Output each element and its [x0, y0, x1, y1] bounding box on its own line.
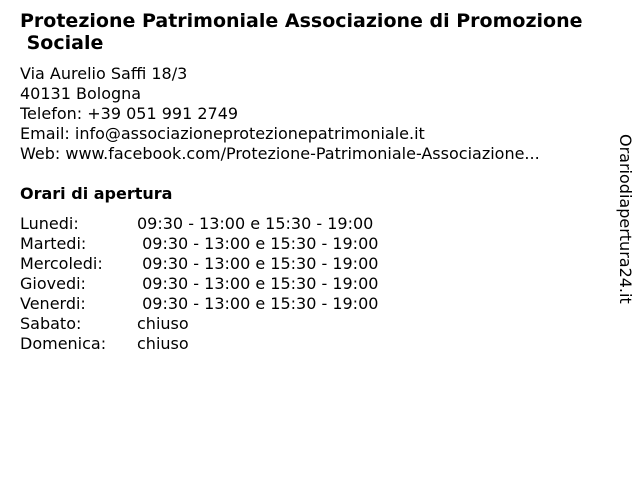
- phone-line: Telefon: +39 051 991 2749: [20, 104, 239, 123]
- opening-hours-table: [20, 214, 378, 354]
- day-label: Sabato:: [20, 314, 82, 333]
- address-city: 40131 Bologna: [20, 84, 142, 103]
- hours-row-monday: [20, 214, 378, 234]
- email-line: Email: info@associazioneprotezionepatrimoniale.it: [20, 124, 425, 143]
- time-value: 09:30 - 13:00 e 15:30 - 19:00: [137, 234, 379, 253]
- time-value: chiuso: [137, 314, 189, 333]
- time-value: 09:30 - 13:00 e 15:30 - 19:00: [137, 274, 379, 293]
- day-label: Lunedi:: [20, 214, 79, 233]
- web-line: Web: www.facebook.com/Protezione-Patrimoniale-Associazione...: [20, 144, 540, 163]
- hours-row-wednesday: [20, 254, 378, 274]
- day-label: Mercoledi:: [20, 254, 103, 273]
- site-watermark: Orariodiapertura24.it: [616, 134, 635, 304]
- hours-row-friday: [20, 294, 378, 314]
- time-value: chiuso: [137, 334, 189, 353]
- day-label: Venerdi:: [20, 294, 86, 313]
- day-label: Giovedi:: [20, 274, 86, 293]
- time-value: 09:30 - 13:00 e 15:30 - 19:00: [137, 294, 379, 313]
- hours-row-thursday: [20, 274, 378, 294]
- hours-row-saturday: [20, 314, 378, 334]
- hours-heading: Orari di apertura: [20, 184, 173, 203]
- day-label: Domenica:: [20, 334, 107, 353]
- day-label: Martedi:: [20, 234, 87, 253]
- address-street: Via Aurelio Saffi 18/3: [20, 64, 188, 83]
- hours-row-sunday: [20, 334, 378, 354]
- hours-row-tuesday: [20, 234, 378, 254]
- time-value: 09:30 - 13:00 e 15:30 - 19:00: [137, 254, 379, 273]
- business-name: Protezione Patrimoniale Associazione di Promozione Sociale: [20, 10, 583, 54]
- contact-block: [20, 64, 610, 164]
- time-value: 09:30 - 13:00 e 15:30 - 19:00: [137, 214, 374, 233]
